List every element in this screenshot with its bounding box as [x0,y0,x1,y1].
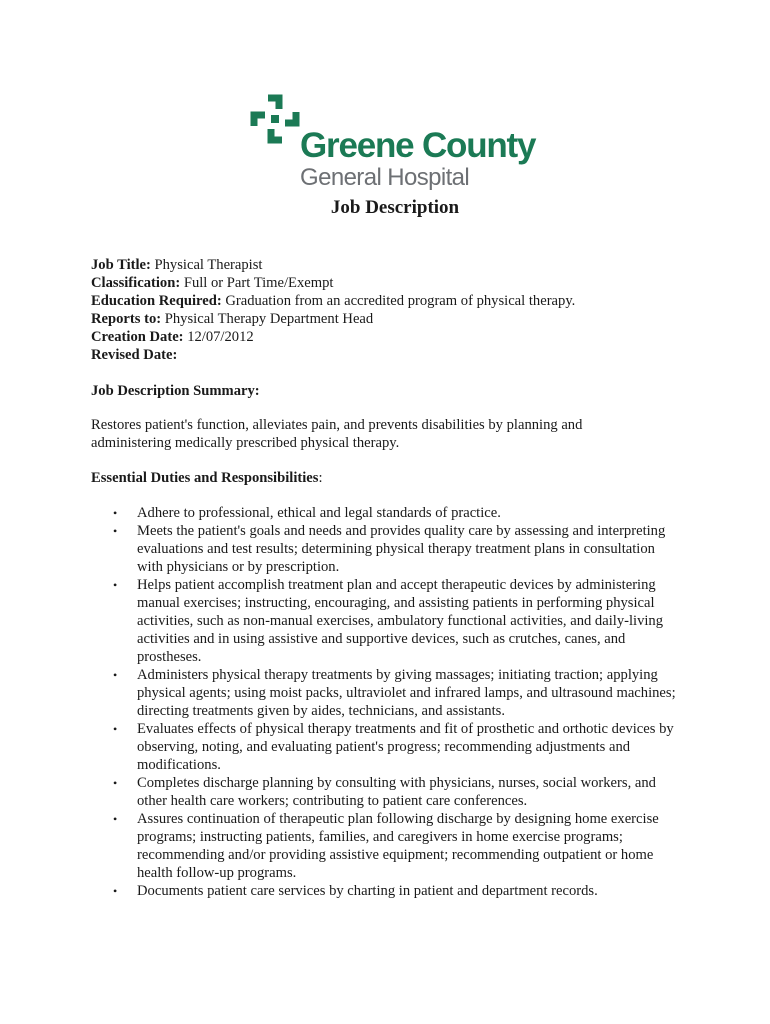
duty-text: Evaluates effects of physical therapy treatments and fit of prosthetic and orthotic devices by observing, noting, and evaluating patient's progress; recommending adjustments and modifications. [137,721,674,773]
list-item [91,576,682,666]
duty-text: Documents patient care services by charting in patient and department records. [137,883,598,899]
bullet-icon: • [113,578,118,592]
field-row [91,310,691,328]
duty-text: Adhere to professional, ethical and legal standards of practice. [137,505,501,521]
summary-text: Restores patient's function, alleviates pain, and prevents disabilities by planning and administering medically prescribed physical therapy. [91,417,583,451]
field-label: Education Required: [91,293,222,309]
logo-name-line2: General Hospital [300,164,470,191]
bullet-icon: • [113,884,118,898]
bullet-icon: • [113,506,118,520]
duty-text: Assures continuation of therapeutic plan following discharge by designing home exercise programs; instructing patients, families, and caregivers in home exercise programs; recommending and/or providing assistive equipment; recommending outpatient or home health follow-up programs. [137,811,659,881]
field-label: Reports to: [91,311,162,327]
field-row [91,346,691,364]
field-value: 12/07/2012 [183,329,254,345]
duties-heading-text: Essential Duties and Responsibilities [91,470,319,486]
bullet-icon: • [113,812,118,826]
list-item [91,810,682,882]
bullet-icon: • [113,524,118,538]
list-item [91,522,682,576]
cross-logo-icon [248,92,302,146]
field-label: Revised Date: [91,347,178,363]
bullet-icon: • [113,668,118,682]
duties-list [91,504,691,900]
field-value: Physical Therapy Department Head [161,311,374,327]
list-item [91,720,682,774]
field-row [91,256,691,274]
field-label: Creation Date: [91,329,184,345]
duty-text: Completes discharge planning by consulting with physicians, nurses, social workers, and other health care workers; contributing to patient care conferences. [137,775,656,809]
logo-name-line1: Greene County [300,126,536,165]
duties-heading-colon: : [318,470,323,486]
hospital-logo [248,92,536,196]
field-row [91,292,691,310]
field-label: Job Title: [91,257,151,273]
list-item [91,882,682,900]
list-item [91,774,682,810]
duty-text: Helps patient accomplish treatment plan and accept therapeutic devices by administering manual exercises; instructing, encouraging, and assisting patients in performing physical activities, such as non-manual exercises, ambulatory functional activities, and daily-living activities and in using assistive and supportive devices, such as crutches, canes, and prostheses. [137,577,664,665]
field-value: Physical Therapist [150,257,263,273]
field-label: Classification: [91,275,181,291]
field-row [91,274,691,292]
duty-text: Administers physical therapy treatments by giving massages; initiating traction; applying physical agents; using moist packs, ultraviolet and infrared lamps, and ultrasound machines; directing treatments given by aides, technicians, and assistants. [137,667,676,719]
list-item [91,504,682,522]
field-value: Graduation from an accredited program of physical therapy. [221,293,576,309]
duty-text: Meets the patient's goals and needs and provides quality care by assessing and interpreting evaluations and test results; determining physical therapy treatment plans in consultation with physicians or by prescription. [137,523,666,575]
duties-heading [91,469,691,487]
bullet-icon: • [113,776,118,790]
job-fields [91,256,691,364]
list-item [91,666,682,720]
document-title: Job Description [330,197,460,218]
field-row [91,328,691,346]
document-body [91,256,691,900]
field-value: Full or Part Time/Exempt [180,275,334,291]
summary-heading: Job Description Summary: [91,383,260,399]
bullet-icon: • [113,722,118,736]
